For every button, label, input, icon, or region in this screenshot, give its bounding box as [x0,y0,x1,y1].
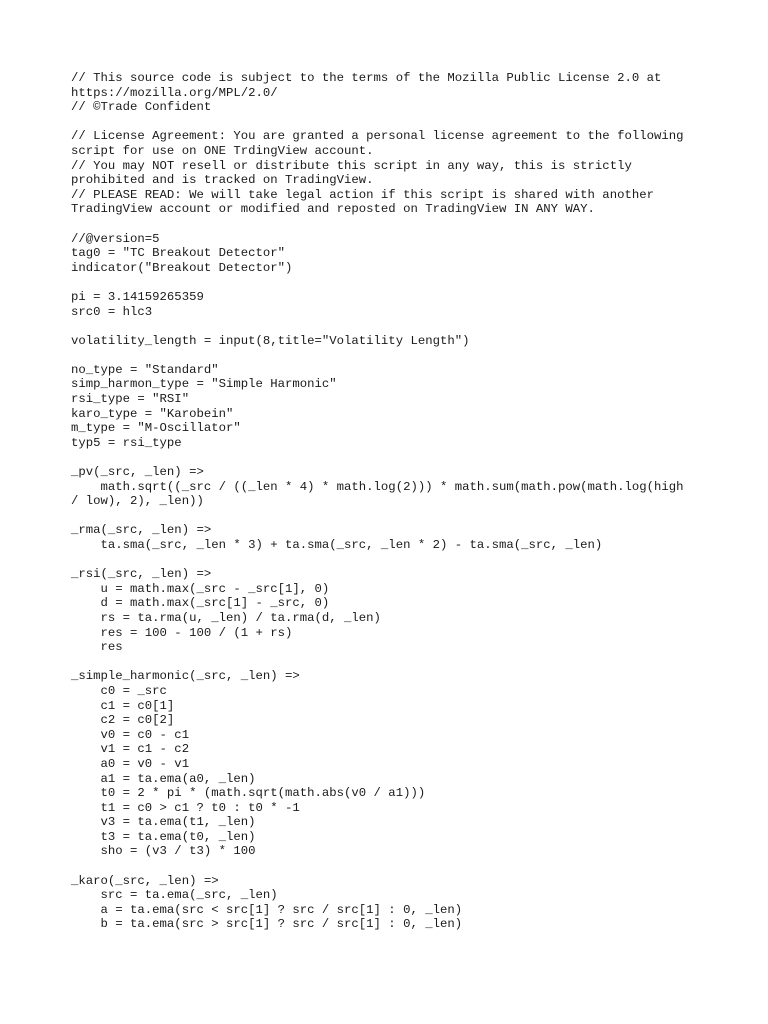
code-line: // License Agreement: You are granted a personal license agreement to the following [71,129,684,144]
code-line: src0 = hlc3 [71,304,153,319]
code-line: indicator("Breakout Detector") [71,260,293,275]
code-line: simp_harmon_type = "Simple Harmonic" [71,377,337,392]
code-line: m_type = "M-Oscillator" [71,421,241,436]
code-line: //@version=5 [71,231,160,246]
blank-line [71,553,731,568]
code-line: a = ta.ema(src < src[1] ? src / src[1] : 0, _len) [71,902,463,917]
blank-line [71,275,731,290]
code-line: // ©Trade Confident [71,100,212,115]
code-line: res [71,640,123,655]
code-line: src = ta.ema(_src, _len) [71,888,278,903]
code-line: // You may NOT resell or distribute this script in any way, this is strictly [71,158,632,173]
blank-line [71,509,731,524]
code-line: _rsi(_src, _len) => [71,567,212,582]
code-line: _simple_harmonic(_src, _len) => [71,669,300,684]
code-line: b = ta.ema(src > src[1] ? src / src[1] : 0, _len) [71,917,463,932]
code-line: TradingView account or modified and reposted on TradingView IN ANY WAY. [71,202,595,217]
code-line: t0 = 2 * pi * (math.sqrt(math.abs(v0 / a1))) [71,786,426,801]
code-line: // This source code is subject to the terms of the Mozilla Public License 2.0 at [71,71,662,85]
code-line: / low), 2), _len)) [71,494,204,509]
code-line: t1 = c0 > c1 ? t0 : t0 * -1 [71,800,300,815]
code-line: tag0 = "TC Breakout Detector" [71,246,286,261]
code-line: ta.sma(_src, _len * 3) + ta.sma(_src, _len * 2) - ta.sma(_src, _len) [71,538,603,552]
code-line: c2 = c0[2] [71,713,175,728]
code-line: a0 = v0 - v1 [71,756,190,771]
code-line: rsi_type = "RSI" [71,392,190,407]
code-line: u = math.max(_src - _src[1], 0) [71,581,330,596]
code-line: t3 = ta.ema(t0, _len) [71,829,256,844]
code-line: v1 = c1 - c2 [71,742,190,757]
code-line: v0 = c0 - c1 [71,727,190,742]
code-line: no_type = "Standard" [71,362,219,377]
code-line: _rma(_src, _len) => [71,523,212,538]
code-line: karo_type = "Karobein" [71,406,234,421]
code-line: typ5 = rsi_type [71,435,182,450]
code-line: _pv(_src, _len) => [71,465,204,480]
code-line: math.sqrt((_src / ((_len * 4) * math.log(2))) * math.sum(math.pow(math.log(high [71,479,684,494]
code-line: a1 = ta.ema(a0, _len) [71,771,256,786]
blank-line [71,655,731,670]
code-line: d = math.max(_src[1] - _src, 0) [71,596,330,611]
code-line: c0 = _src [71,683,167,698]
blank-line [71,115,731,130]
code-line: v3 = ta.ema(t1, _len) [71,815,256,830]
code-line: pi = 3.14159265359 [71,289,204,304]
code-line: prohibited and is tracked on TradingView. [71,173,374,188]
code-line: script for use on ONE TrdingView account. [71,143,374,158]
code-line: _karo(_src, _len) => [71,873,219,888]
code-line: rs = ta.rma(u, _len) / ta.rma(d, _len) [71,610,381,625]
code-line: // PLEASE READ: We will take legal action if this script is shared with another [71,187,654,202]
code-line: volatility_length = input(8,title="Volatility Length") [71,333,470,348]
blank-line [71,319,731,334]
blank-line [71,217,731,232]
blank-line [71,450,731,465]
code-line: res = 100 - 100 / (1 + rs) [71,625,293,640]
code-document [71,71,731,932]
blank-line [71,859,731,874]
code-line: sho = (v3 / t3) * 100 [71,844,256,859]
code-line: c1 = c0[1] [71,698,175,713]
code-line: https://mozilla.org/MPL/2.0/ [71,85,278,100]
blank-line [71,348,731,363]
